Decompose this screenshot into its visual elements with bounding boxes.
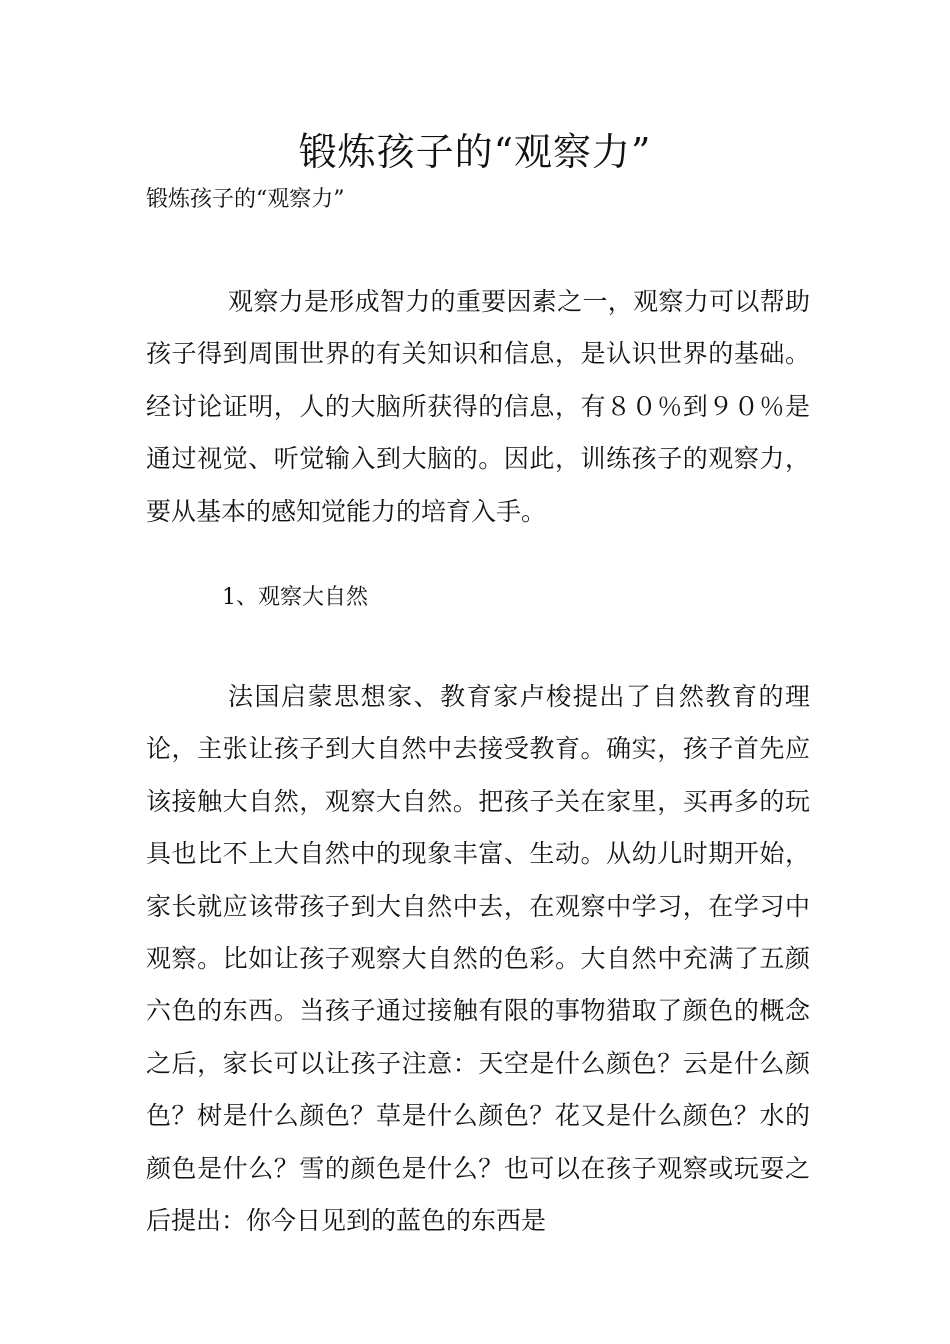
section-paragraph: 法国启蒙思想家、教育家卢梭提出了自然教育的理论，主张让孩子到大自然中去接受教育。确实，孩子首先应该接触大自然，观察大自然。把孩子关在家里，买再多的玩具也比不上大自然中的现象丰富、生动。从幼儿时期开始，家长就应该带孩子到大自然中去，在观察中学习，在学习中观察。比如让孩子观察大自然的色彩。大自然中充满了五颜六色的东西。当孩子通过接触有限的事物猎取了颜色的概念之后，家长可以让孩子注意：天空是什么颜色？云是什么颜色？树是什么颜色？草是什么颜色？花又是什么颜色？水的颜色是什么？雪的颜色是什么？也可以在孩子观察或玩耍之后提出：你今日见到的蓝色的东西是 xyxy=(146,682,810,1236)
section-heading: 1、观察大自然 xyxy=(222,585,368,610)
intro-paragraph: 观察力是形成智力的重要因素之一，观察力可以帮助孩子得到周围世界的有关知识和信息，是认识世界的基础。经讨论证明，人的大脑所获得的信息，有８０％到９０％是通过视觉、听觉输入到大脑的。因此，训练孩子的观察力，要从基本的感知觉能力的培育入手。 xyxy=(146,287,810,526)
document-title: 锻炼孩子的“观察力” xyxy=(298,130,652,174)
document-subtitle: 锻炼孩子的“观察力” xyxy=(146,187,345,212)
